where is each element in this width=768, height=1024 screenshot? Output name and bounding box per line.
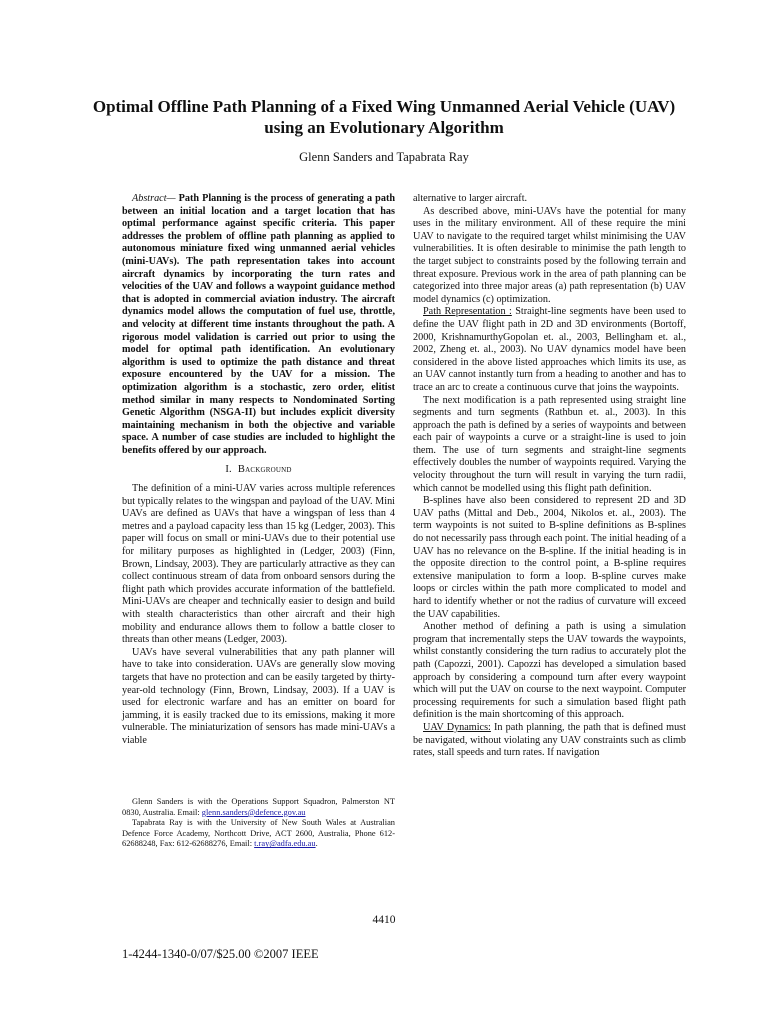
- run-in-heading: UAV Dynamics:: [423, 721, 491, 733]
- paper-authors: Glenn Sanders and Tapabrata Ray: [299, 150, 469, 164]
- abstract: [122, 193, 395, 457]
- footnote-text: Tapabrata Ray is with the University of New South Wales at Australian Defence Force Academy, Northcott Drive, ACT 2600, Australia, Phone 612-62688248, Fax: 612-62688276, Email:: [122, 818, 395, 849]
- footnote: [122, 797, 395, 818]
- section-number: I.: [225, 464, 232, 476]
- left-column: [122, 193, 395, 748]
- footnote: [122, 818, 395, 850]
- paragraph: alternative to larger aircraft.: [413, 193, 528, 204]
- paragraph: B-splines have also been considered to represent 2D and 3D UAV paths (Mittal and Deb., 2004, Nikolos et. al., 2003). The term waypoints is not suited to B-spline definitions as B-splines do not necessarily pass through each point. The initial heading of a UAV has no relevance on the B-spline. If the initial heading is in the opposite direction to the control point, a B-spline requires extensive manipulation to form a loop. B-spline curves make loops or circles within the path more complicated to model and hard to identify whether or not the radius of curvature will exceed the UAV capabilities.: [413, 495, 686, 620]
- section-heading: [122, 464, 395, 477]
- copyright-notice: 1-4244-1340-0/07/$25.00 ©2007 IEEE: [122, 947, 319, 961]
- paragraph-text: In path planning, the path that is defined must be navigated, without violating any UAV constraints such as climb rates, stall speeds and turn rates. If navigation: [413, 721, 686, 759]
- abstract-label: Abstract—: [132, 193, 176, 204]
- right-column: [413, 193, 686, 760]
- abstract-text: Path Planning is the process of generating a path between an initial location and a target location that has optimal performance against specific criteria. This paper addresses the problem of offline path planning as applied to autonomous miniature fixed wing unmanned aerial vehicles (mini-UAVs). The path representation takes into account aircraft dynamics by incorporating the turn rates and velocities of the UAV and follows a waypoint guidance method that is adopted in commercial aviation industry. The aircraft dynamics model allows the computation of fuel use, throttle, and velocity at different time instants throughout the path. A rigorous model validation is carried out prior to using the model for optimal path identification. An evolutionary algorithm is used to optimize the path distance and threat exposure encountered by the UAV for a mission. The optimization algorithm is a stochastic, zero order, elitist method similar in many respects to Nondominated Sorting Genetic Algorithm (NSGA-II) but includes explicit diversity maintaining mechanism in both the objective and variable space. A number of case studies are included to highlight the benefits offered by our approach.: [122, 193, 395, 456]
- footnote-end: .: [315, 839, 318, 849]
- paragraph: The definition of a mini-UAV varies across multiple references but typically relates to the wingspan and payload of the UAV. Mini UAVs are defined as UAVs that have a wingspan of less than 4 metres and a payload capacity less than 15 kg (Ledger, 2003). This paper will focus on small or mini-UAVs due to their potential use for military purposes as highlighted in (Ledger, 2003) (Finn, Brown, Lindsay, 2003). They are particularly attractive as they can collect continuous stream of data from onboard sensors during the flight path which provides accurate information of the battlefield. Mini-UAVs are cheaper and technically easier to design and build with stealth characteristics than other aircraft and their high mobility and endurance allows them to follow a battle closer to threats than other means (Ledger, 2003).: [122, 483, 395, 646]
- author-footnotes: [122, 797, 395, 850]
- run-in-heading: Path Representation :: [423, 306, 512, 318]
- paragraph: UAVs have several vulnerabilities that any path planner will have to take into consideration. UAVs are generally slow moving targets that have no protection and can be easily targeted by thirty-year-old technology (Finn, Brown, Lindsay, 2003). If a UAV is used for electronic warfare and has an emitter on board for jamming, it is easily tracked due to its emissions, making it more vulnerable. The miniaturization of sensors has made mini-UAVs a viable: [122, 646, 395, 746]
- paper-title: Optimal Offline Path Planning of a Fixed Wing Unmanned Aerial Vehicle (UAV) using an Evolutionary Algorithm: [92, 97, 676, 137]
- email-link[interactable]: t.ray@adfa.edu.au: [254, 839, 316, 849]
- paragraph: As described above, mini-UAVs have the potential for many uses in the military environment. All of these require the mini UAV to navigate to the required target whilst minimising the UAV vulnerabilities. It is often desirable to minimise the path length to the target subject to constraints posed by the following terrain and threat exposure. Previous work in the area of path planning can be categorized into three major areas (a) path representation (b) UAV model dynamics (c) optimization.: [413, 205, 686, 305]
- paragraph: [413, 306, 686, 394]
- paragraph: Another method of defining a path is using a simulation program that incrementally steps the UAV towards the waypoints, whilst constantly considering the turn radius to accurately plot the path (Capozzi, 2001). Capozzi has developed a simulation based approach by considering a compound turn after every waypoint which will put the UAV on course to the next waypoint. Computer processing requirements for such a simulation based flight path definition is the main shortcoming of this approach.: [413, 621, 686, 721]
- email-link[interactable]: glenn.sanders@defence.gov.au: [201, 807, 306, 817]
- section-title: Background: [237, 464, 292, 476]
- paragraph: [413, 722, 686, 760]
- footnote-text: Glenn Sanders is with the Operations Support Squadron, Palmerston NT 0830, Australia. Email:: [122, 797, 395, 817]
- paragraph: The next modification is a path represented using straight line segments and turn segments (Rathbun et. al., 2003). In this approach the path is defined by a series of waypoints and between each pair of waypoints a curve or a straight-line is used to join them. The use of turn segments and straight-line segments effectively doubles the number of waypoints required. Varying the velocity throughout the turn will result in varying the turn radii, which cannot be modelled using this flight path definition.: [413, 394, 686, 494]
- page-number: 4410: [372, 914, 396, 926]
- paragraph-text: Straight-line segments have been used to define the UAV flight path in 2D and 3D environments (Bortoff, 2000, KrishnamurthyGopolan et. al., 2003, Bellingham et. al., 2002, Zheng et. al., 2003). No UAV dynamics model have been considered in the above listed approaches which limits its use, as an UAV cannot instantly turn from a heading to another and has to trace an arc to create a continuous curve that joins the waypoints.: [413, 306, 686, 393]
